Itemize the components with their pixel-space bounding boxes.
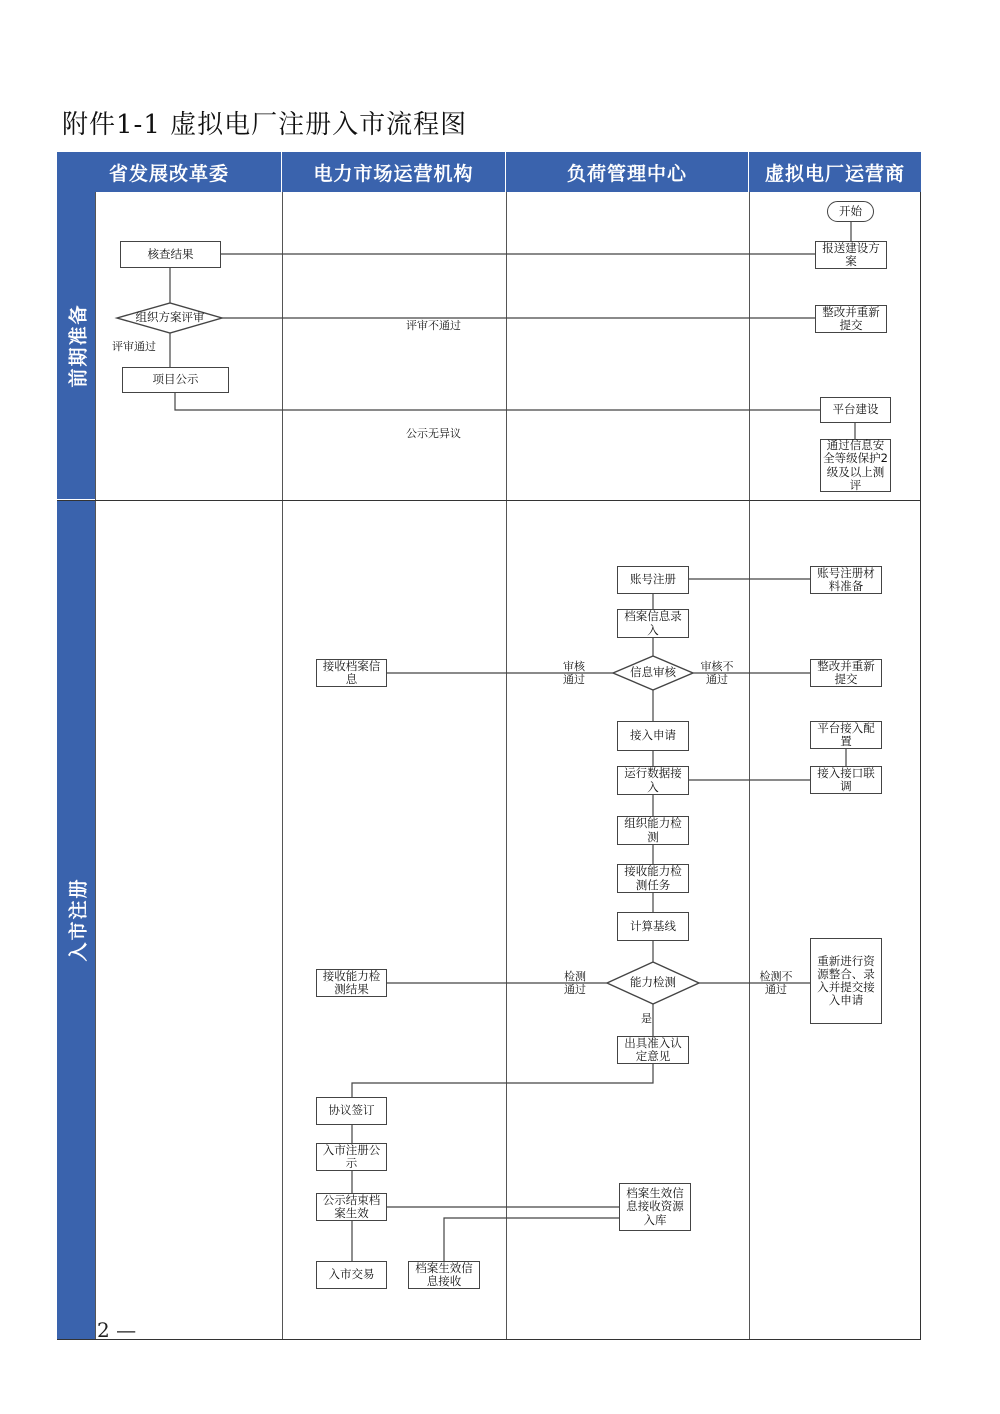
info-review-node: 信息审核 — [630, 665, 676, 680]
receive-test-task-node: 接收能力检测任务 — [617, 864, 689, 893]
rectify-node-1: 整改并重新提交 — [815, 305, 887, 333]
platform-build-node: 平台建设 — [820, 397, 891, 423]
security-test-node: 通过信息安全等级保护2级及以上测评 — [820, 439, 891, 492]
rectify-node-2: 整改并重新提交 — [810, 659, 882, 687]
organize-test-node: 组织能力检测 — [617, 816, 689, 845]
registration-publicity-node: 入市注册公示 — [316, 1143, 387, 1171]
platform-config-node: 平台接入配置 — [810, 721, 882, 749]
lane-header-load-center: 负荷管理中心 — [506, 152, 749, 192]
archive-receive-load-center-node: 档案生效信息接收资源入库 — [619, 1183, 691, 1231]
phase-preparation: 前期准备 — [57, 192, 96, 500]
receive-archive-node: 接收档案信息 — [316, 659, 387, 687]
admission-opinion-node: 出具准入认定意见 — [617, 1036, 689, 1064]
audit-fail-label: 审核不通过 — [700, 660, 734, 686]
lane-header-vpp-operator: 虚拟电厂运营商 — [749, 152, 921, 192]
lane-header-ndrc: 省发展改革委 — [57, 152, 282, 192]
access-apply-node: 接入申请 — [617, 721, 689, 751]
publicity-node: 项目公示 — [122, 367, 229, 393]
account-register-node: 账号注册 — [617, 566, 689, 594]
interface-debug-node: 接入接口联调 — [810, 766, 882, 794]
archive-entry-node: 档案信息录入 — [617, 609, 689, 638]
archive-effective-node: 公示结束档案生效 — [316, 1193, 387, 1221]
review-fail-label: 评审不通过 — [406, 319, 461, 332]
test-fail-label: 检测不通过 — [759, 970, 793, 996]
page-title: 附件1-1 虚拟电厂注册入市流程图 — [62, 110, 468, 140]
verify-result-node: 核查结果 — [120, 241, 221, 268]
phase-registration: 入市注册 — [57, 500, 96, 1339]
archive-receive-vpp-node: 档案生效信息接收 — [408, 1261, 480, 1289]
yes-label: 是 — [641, 1012, 652, 1025]
market-trade-node: 入市交易 — [316, 1261, 387, 1289]
review-node: 组织方案评审 — [135, 310, 205, 325]
data-access-node: 运行数据接入 — [617, 766, 689, 795]
review-pass-label: 评审通过 — [112, 340, 156, 353]
account-material-node: 账号注册材料准备 — [810, 566, 882, 594]
audit-pass-label: 审核通过 — [563, 660, 585, 686]
page-number: 2 — — [97, 1318, 137, 1342]
test-pass-label: 检测通过 — [564, 970, 586, 996]
receive-test-result-node: 接收能力检测结果 — [316, 969, 387, 997]
ability-test-node: 能力检测 — [630, 975, 676, 990]
report-plan-node: 报送建设方案 — [815, 241, 887, 269]
agreement-node: 协议签订 — [316, 1097, 387, 1125]
lane-header-market-operator: 电力市场运营机构 — [282, 152, 506, 192]
calculate-baseline-node: 计算基线 — [617, 912, 689, 941]
start-node: 开始 — [827, 201, 874, 222]
no-objection-label: 公示无异议 — [406, 427, 461, 440]
reintegrate-node: 重新进行资源整合、录入并提交接入申请 — [810, 938, 882, 1024]
